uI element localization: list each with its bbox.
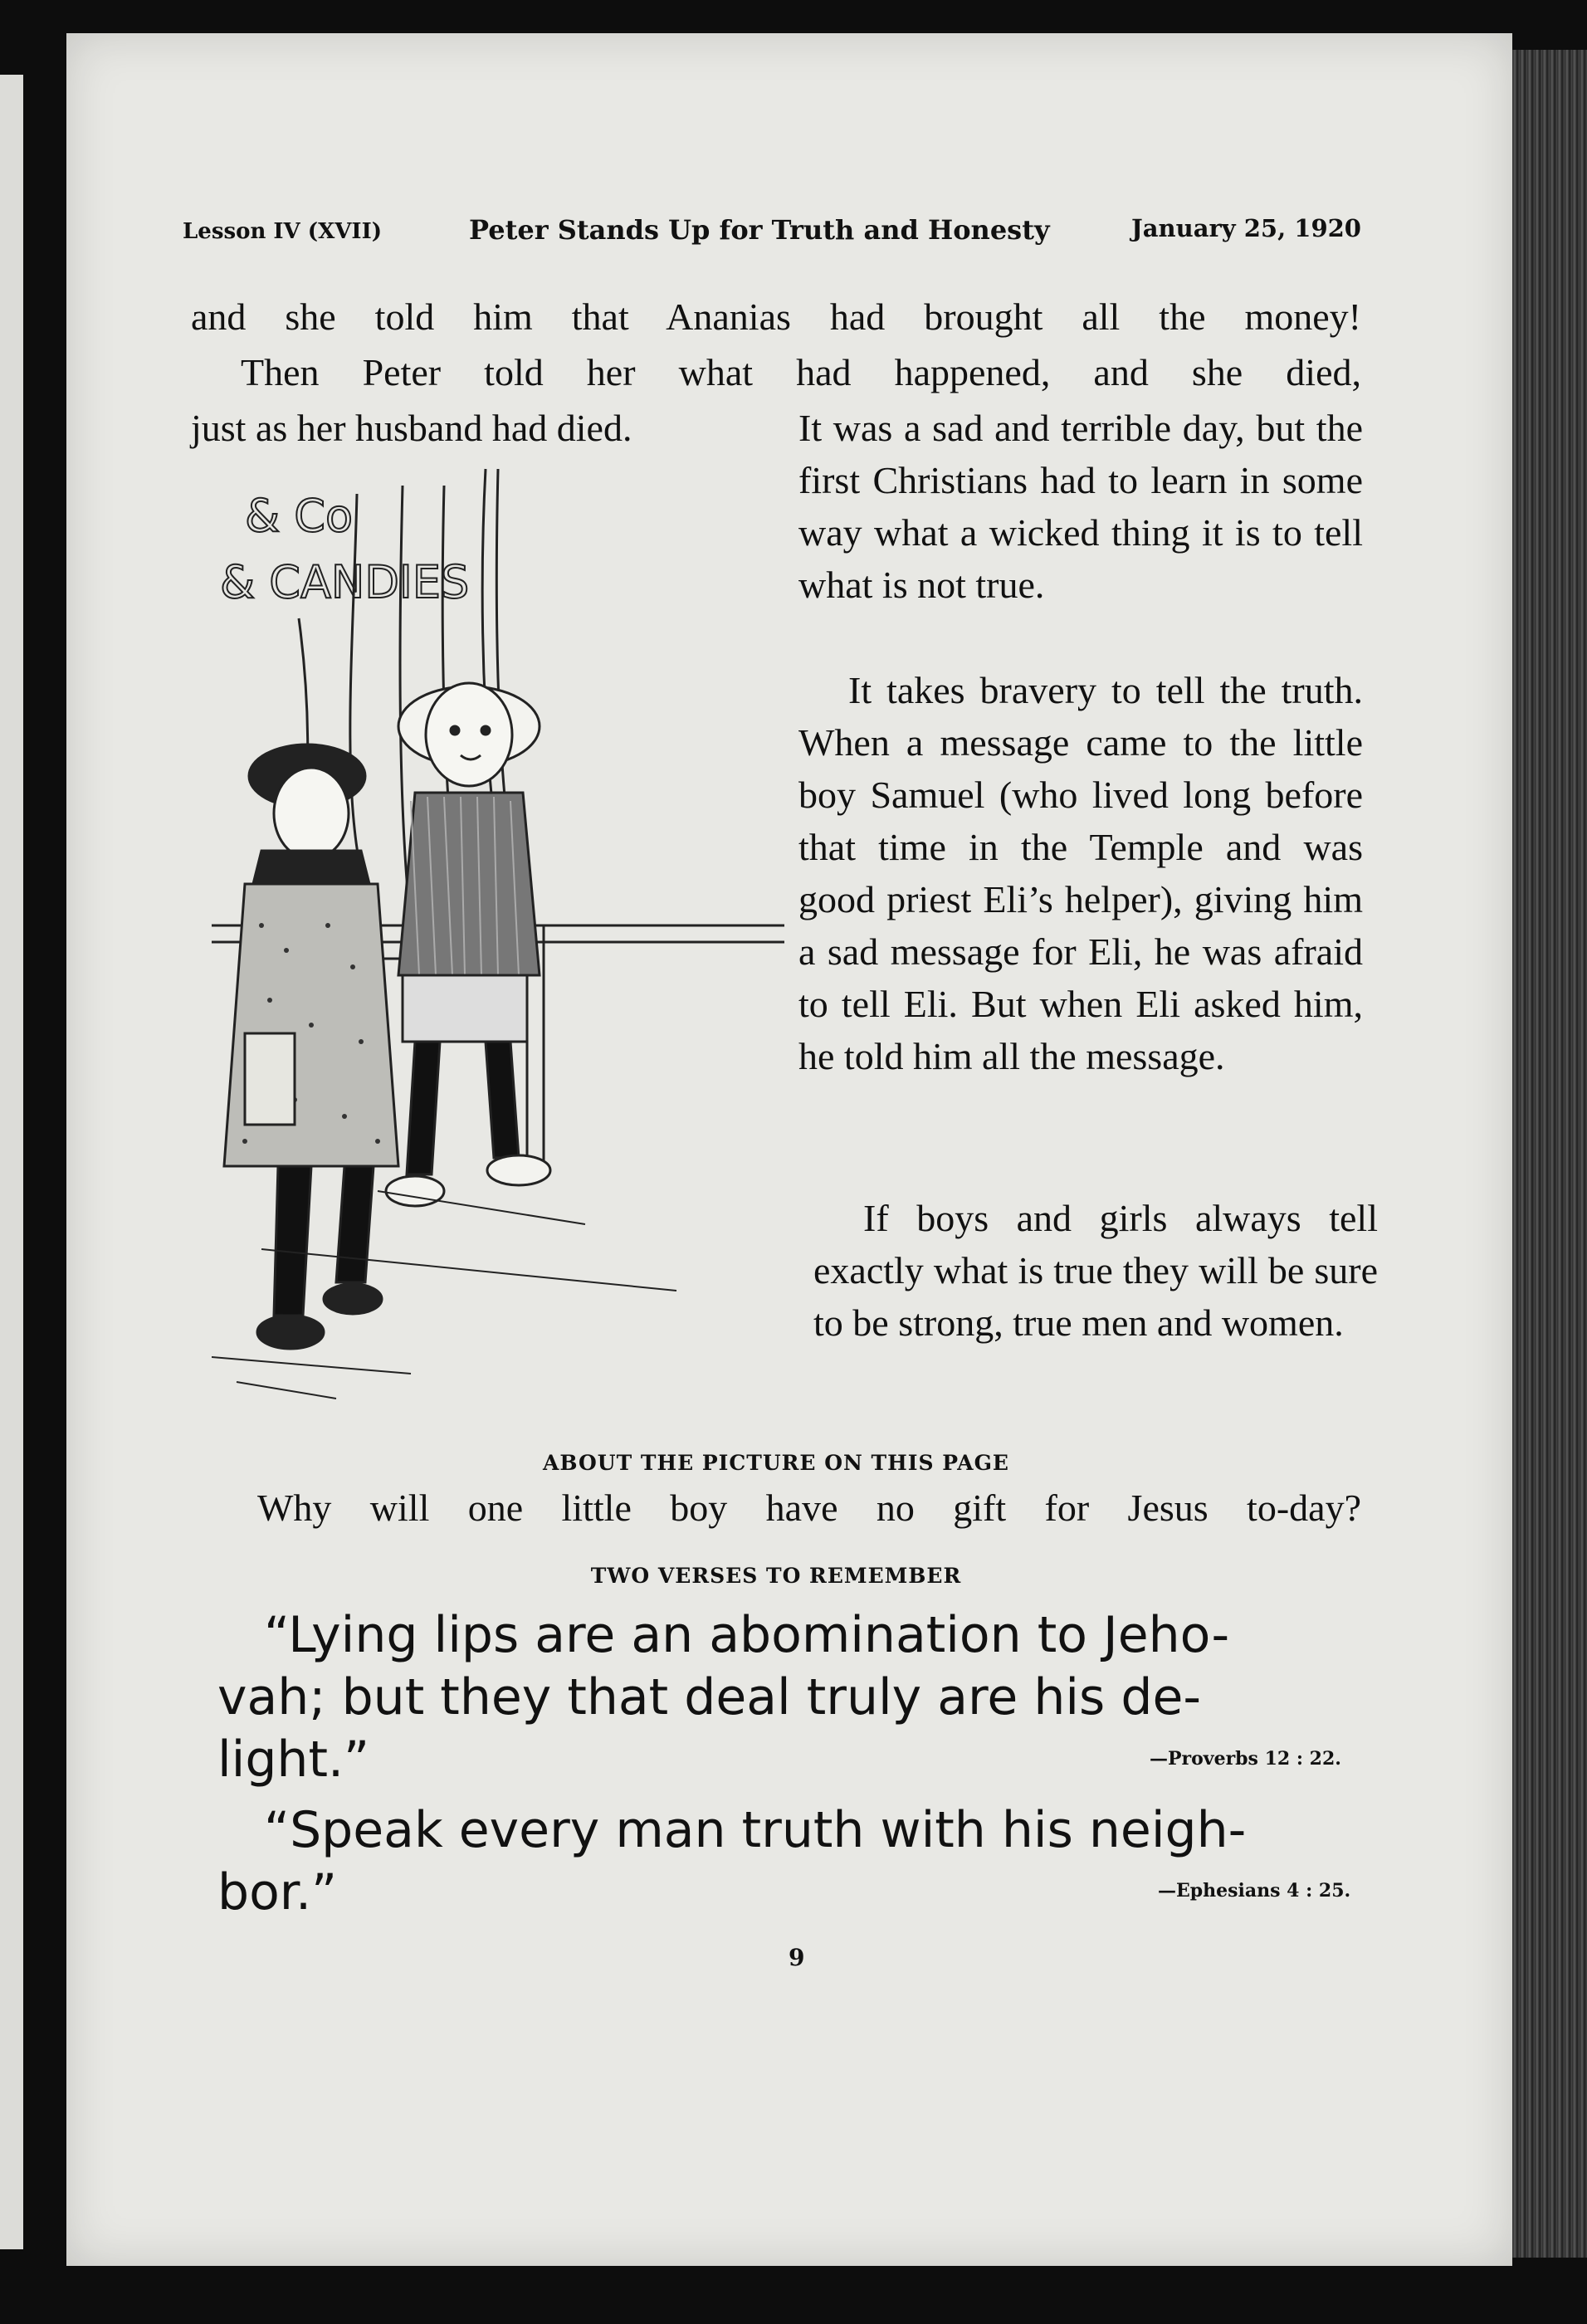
adjacent-page-edge (0, 75, 23, 2249)
verse-1-line: light.” (217, 1731, 370, 1789)
story-line: Then Peter told her what had happened, and she died, (241, 351, 1361, 393)
verse-1-reference: —Proverbs 12 : 22. (1150, 1748, 1341, 1770)
story-paragraph: If boys and girls always tell exactly what is true they will be sure to be strong, true men and women. (813, 1197, 1378, 1344)
verse-1-line: vah; but they that deal truly are his de- (217, 1668, 1202, 1726)
picture-question: Why will one little boy have no gift for Jesus to-day? (257, 1487, 1361, 1529)
lesson-number: Lesson IV (XVII) (183, 219, 383, 244)
verse-2-reference: —Ephesians 4 : 25. (1158, 1880, 1351, 1902)
lesson-title: Peter Stands Up for Truth and Honesty (469, 214, 1050, 246)
story-line: and she told him that Ananias had brought all the money! (191, 295, 1361, 338)
story-line: just as her husband had died. (191, 407, 632, 449)
boy-with-cap (224, 745, 398, 1349)
illustration-two-boys (212, 461, 784, 1415)
story-paragraph: It takes bravery to tell the truth. When a message came to the little boy Samuel (who lived long before that time in the Temple and was good priest Eli’s helper), giving him a sad message for Eli, he was afraid to tell Eli. But when Eli asked him, he told him all the message. (798, 669, 1363, 1077)
picture-section-heading: ABOUT THE PICTURE ON THIS PAGE (543, 1451, 1009, 1475)
verses-section-heading: TWO VERSES TO REMEMBER (590, 1564, 962, 1588)
verse-1-line: “Lying lips are an abomination to Jeho- (264, 1606, 1230, 1664)
lesson-date: January 25, 1920 (1131, 214, 1361, 242)
verse-2-line: “Speak every man truth with his neigh- (264, 1801, 1247, 1859)
page-number: 9 (789, 1944, 805, 1971)
shop-sign-line1: & Co (245, 490, 354, 542)
story-column (798, 402, 1363, 611)
shop-sign-line2: & CANDIES (220, 556, 470, 608)
verse-2-line: bor.” (217, 1863, 338, 1921)
running-head (183, 214, 1361, 251)
story-column (813, 1192, 1378, 1349)
page-stack-edge (1512, 50, 1587, 2258)
story-column (798, 664, 1363, 1082)
boy-with-hat (386, 683, 550, 1206)
story-paragraph: It was a sad and terrible day, but the first Christians had to learn in some way what a wicked thing it is to tell what is not true. (798, 407, 1363, 606)
